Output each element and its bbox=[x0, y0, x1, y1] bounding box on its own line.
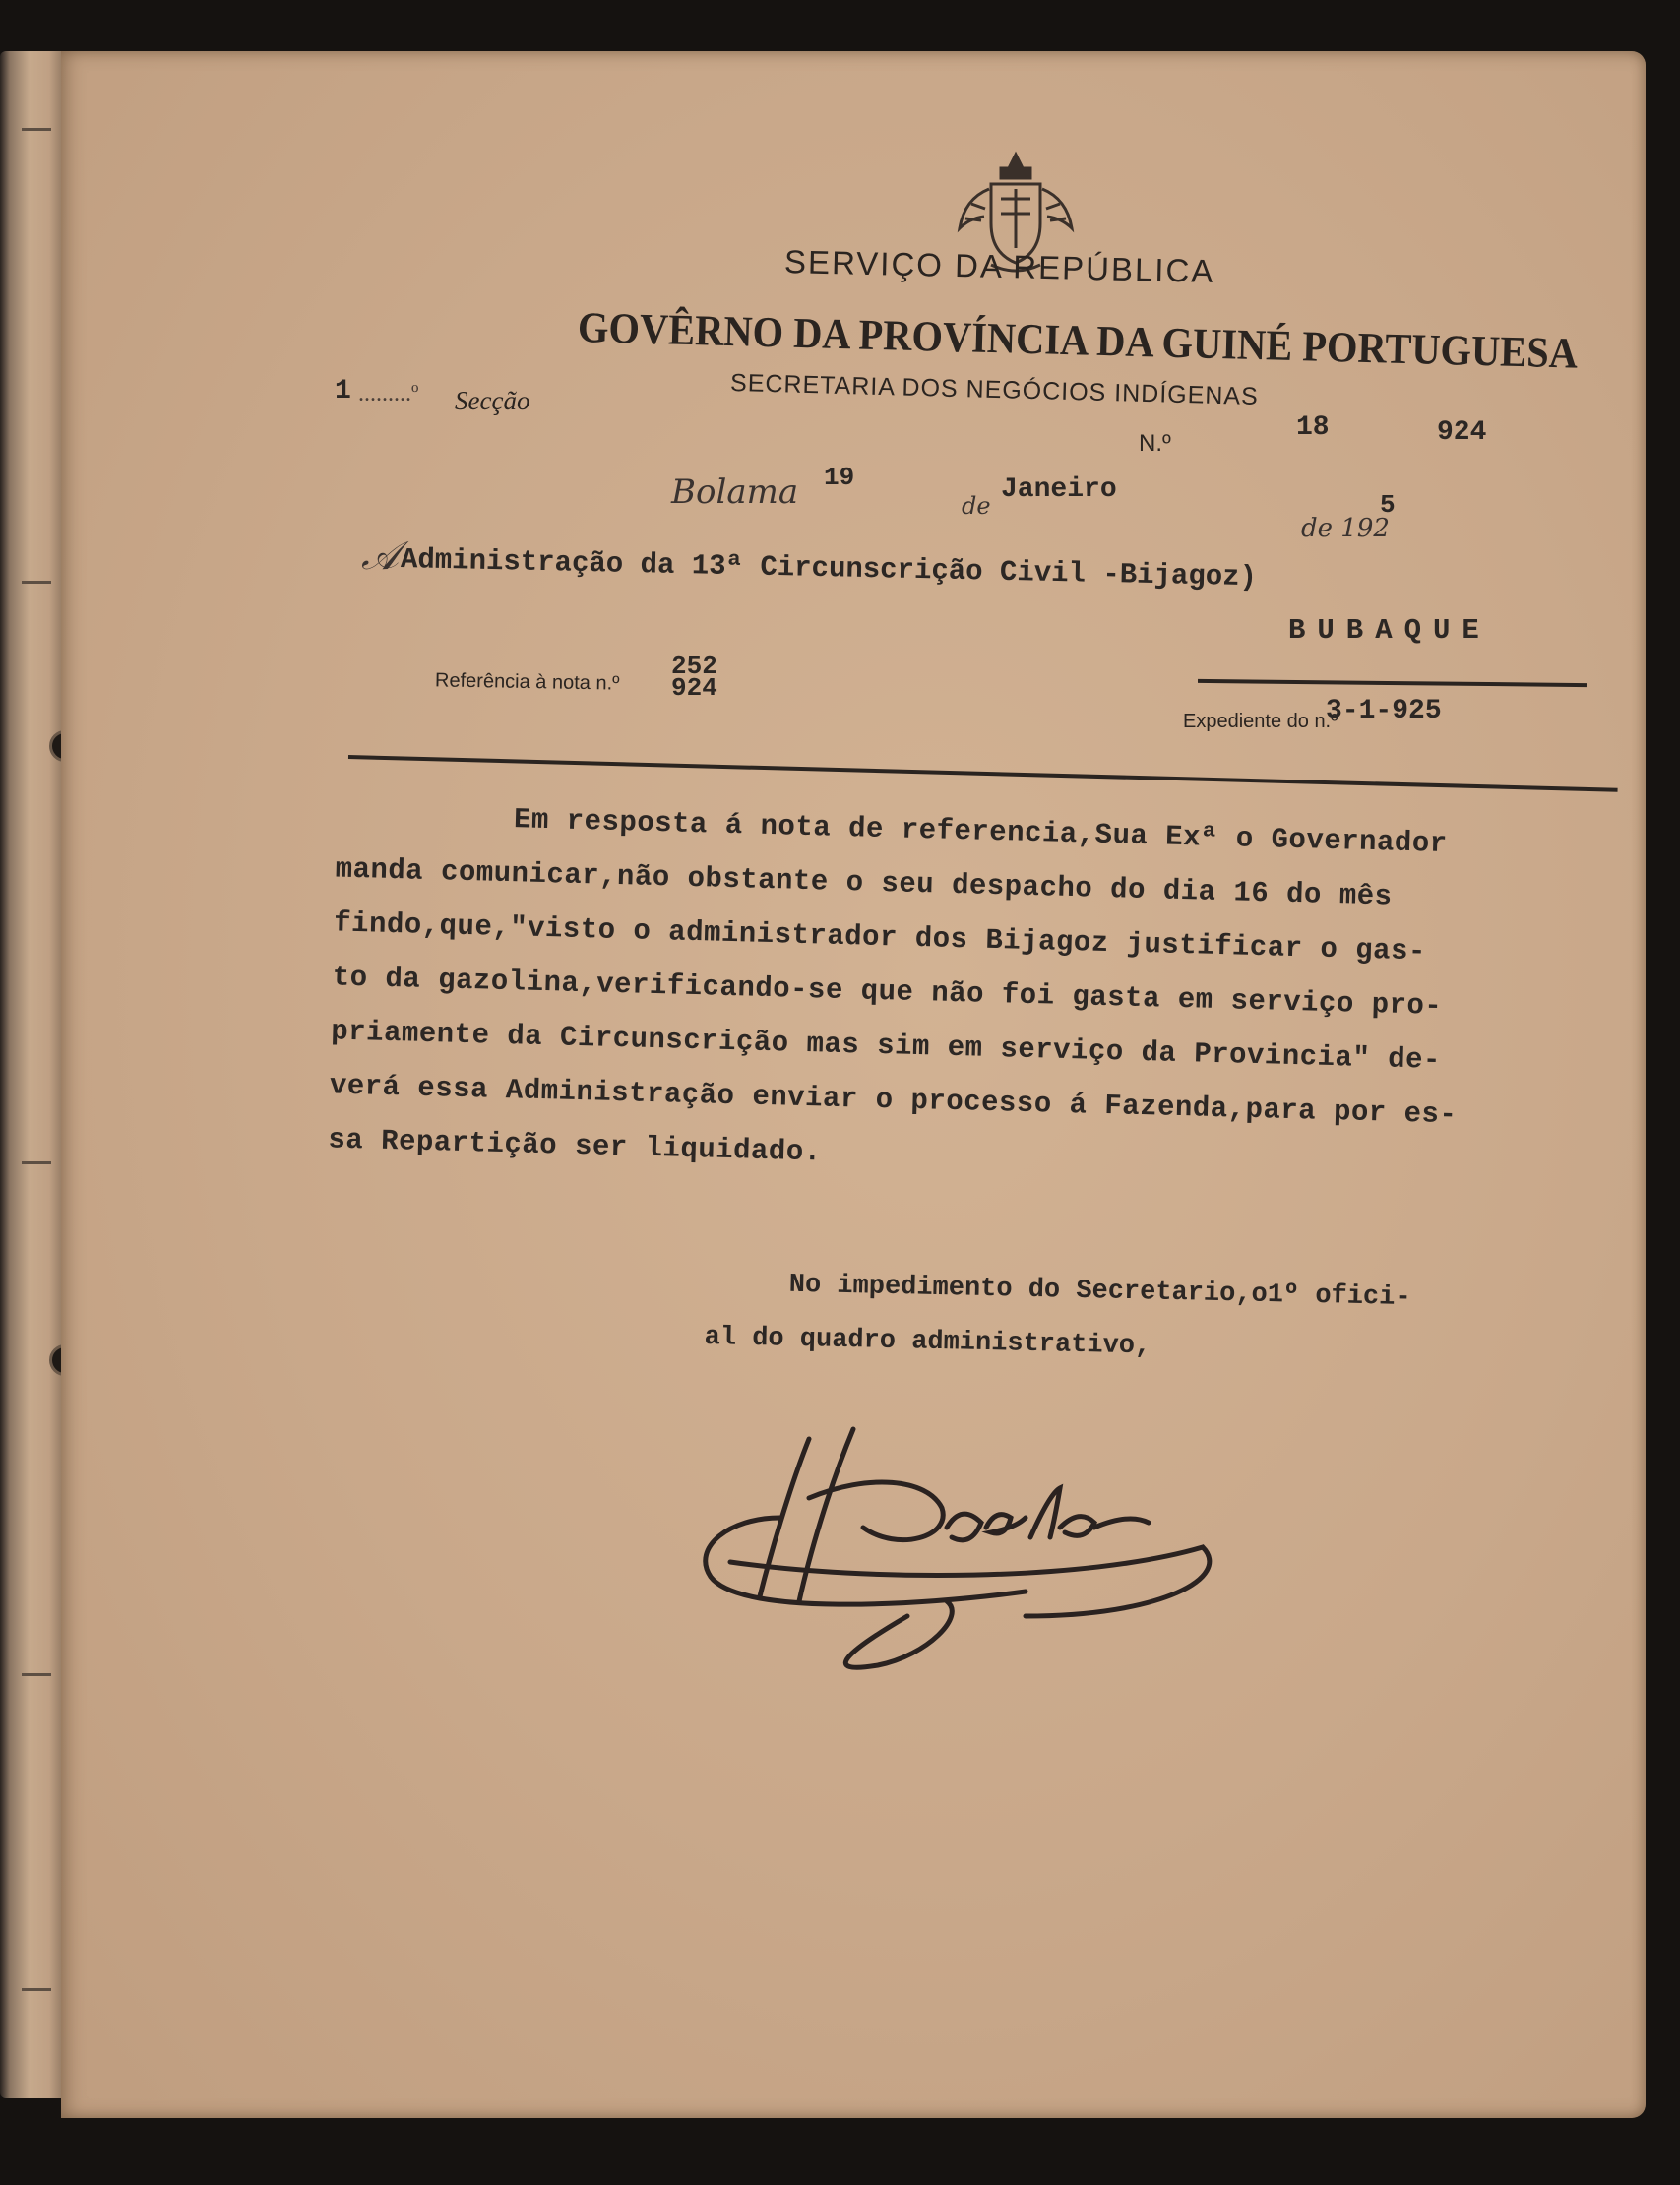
date-day: 19 bbox=[824, 463, 855, 492]
body-line: sa Repartição ser liquidado. bbox=[328, 1123, 823, 1169]
closing-line: al do quadro administrativo, bbox=[704, 1322, 1151, 1362]
binding-stitch bbox=[22, 1988, 51, 1991]
body-line: verá essa Administração enviar o processo á Fazenda,para por es- bbox=[329, 1069, 1458, 1132]
book-binding bbox=[0, 51, 61, 2098]
body-line: findo,que,"visto o administrador dos Bijagoz justificar o gas- bbox=[333, 906, 1427, 968]
number-value: 18 bbox=[1296, 412, 1330, 443]
body-line: manda comunicar,não obstante o seu despacho do dia 16 do mês bbox=[335, 852, 1393, 913]
closing-line: No impedimento do Secretario,o1º ofici- bbox=[788, 1270, 1411, 1313]
document-page bbox=[61, 51, 1646, 2118]
section-dots: .........º bbox=[358, 381, 419, 406]
binding-stitch bbox=[22, 581, 51, 584]
date-de: de bbox=[962, 492, 991, 520]
body-line: priamente da Circunscrição mas sim em serviço da Provincia" de- bbox=[330, 1015, 1442, 1077]
service-heading: SERVIÇO DA REPÚBLICA bbox=[783, 243, 1215, 289]
expediente-label: Expediente do n.º bbox=[1183, 711, 1338, 732]
addressee-line: Administração da 13ª Circunscrição Civil -Bijagoz) bbox=[400, 543, 1258, 594]
place-name: Bolama bbox=[671, 472, 799, 512]
binding-stitch bbox=[22, 1161, 51, 1164]
section-number: 1 bbox=[335, 376, 351, 406]
reference-number-top: 252 bbox=[671, 652, 717, 681]
government-heading: GOVÊRNO DA PROVÍNCIA DA GUINÉ PORTUGUESA bbox=[577, 303, 1579, 378]
binding-stitch bbox=[22, 128, 51, 131]
handwritten-signature bbox=[671, 1380, 1262, 1675]
header-divider bbox=[348, 755, 1618, 792]
number-label: N.º bbox=[1139, 430, 1171, 457]
date-month: Janeiro bbox=[1001, 474, 1117, 505]
number-year: 924 bbox=[1437, 417, 1487, 448]
addressee-marker: 𝒜 bbox=[361, 533, 399, 579]
date-year-digit: 5 bbox=[1380, 490, 1396, 520]
section-label: Secção bbox=[455, 386, 530, 415]
expediente-value: 3-1-925 bbox=[1326, 696, 1442, 726]
reference-label: Referência à nota n.º bbox=[434, 669, 620, 695]
date-year-prefix: de 192 bbox=[1301, 514, 1390, 543]
location-underline bbox=[1198, 679, 1587, 687]
addressee-location: BUBAQUE bbox=[1288, 614, 1491, 647]
reference-number-bottom: 924 bbox=[671, 673, 717, 703]
body-line: Em resposta á nota de referencia,Sua Exª o Governador bbox=[513, 803, 1449, 861]
binding-stitch bbox=[22, 1673, 51, 1676]
body-line: to da gazolina,verificando-se que não foi gasta em serviço pro- bbox=[332, 961, 1443, 1023]
secretariat-heading: SECRETARIA DOS NEGÓCIOS INDÍGENAS bbox=[729, 368, 1260, 411]
